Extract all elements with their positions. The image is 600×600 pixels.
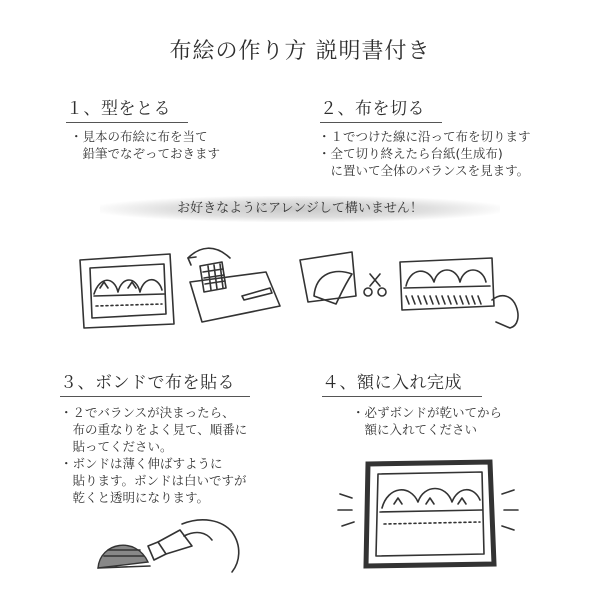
step-4-instructions [352,404,502,438]
step-4-heading: ４、額に入れ完成 [322,368,482,397]
step-3-instructions [60,404,247,506]
tracing-fabric-illustration [70,236,290,336]
step-3-line-5: 貼ります。ボンドは白いですが [60,473,247,488]
step-4-line-2: 額に入れてください [352,422,478,437]
step-1-heading: １、型をとる [66,94,188,123]
glue-bottle-illustration [92,510,262,590]
step-3-line-1: ・２でバランスが決まったら、 [60,405,235,420]
step-1-line-2: 鉛筆でなぞっておきます [70,146,221,161]
step-3-heading: ３、ボンドで布を貼る [60,368,250,397]
step-3-line-2: 布の重なりをよく見て、順番に [60,422,248,437]
step-2-line-1: ・１でつけた線に沿って布を切ります [318,129,531,144]
step-3-line-3: 貼ってください。 [60,439,173,454]
step-2-heading: ２、布を切る [320,94,442,123]
arrangement-banner: お好きなようにアレンジして構いません！ [100,196,500,222]
step-2-line-2: ・全て切り終えたら台紙(生成布) [318,146,503,161]
step-1-line-1: ・見本の布絵に布を当て [70,129,208,144]
framed-picture-illustration [332,454,522,574]
step-1-instructions [70,128,220,162]
cutting-fabric-illustration [296,236,536,336]
step-3-line-6: 乾くと透明になります。 [60,490,210,505]
step-4-line-1: ・必ずボンドが乾いてから [352,405,503,420]
step-3-line-4: ・ボンドは薄く伸ばすように [60,456,223,471]
step-2-instructions [318,128,531,179]
step-2-line-3: に置いて全体のバランスを見ます。 [318,163,530,178]
page-title: 布絵の作り方 説明書付き [169,39,431,64]
